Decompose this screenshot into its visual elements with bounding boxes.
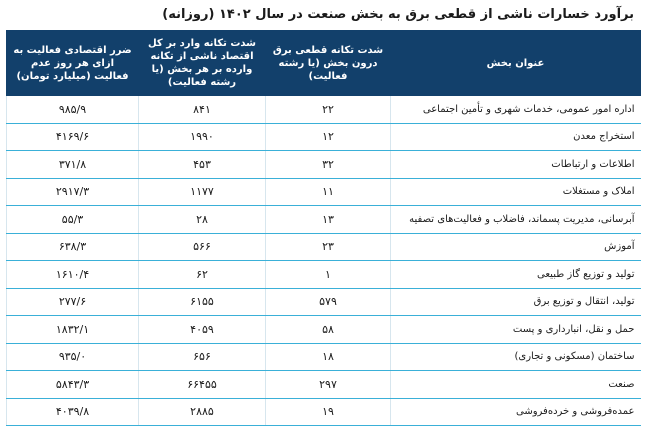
table-row [7, 398, 641, 426]
sector-name: تولید و توزیع گاز طبیعی [391, 261, 641, 289]
daily-loss-value: ۱۸۳۲/۱ [7, 316, 139, 344]
internal-shock-value: ۲۹۷ [266, 371, 391, 399]
sector-name: املاک و مستغلات [391, 178, 641, 206]
economy-shock-value: ۸۴۱ [139, 96, 266, 124]
sector-name: اداره امور عمومی، خدمات شهری و تأمین اجتماعی [391, 96, 641, 124]
header-sector: عنوان بخش [391, 31, 641, 96]
daily-loss-value: ۹۸۵/۹ [7, 96, 139, 124]
table-row [7, 371, 641, 399]
internal-shock-value: ۵۷۹ [266, 288, 391, 316]
table-row [7, 261, 641, 289]
table-row [7, 233, 641, 261]
internal-shock-value: ۱۲ [266, 123, 391, 151]
economy-shock-value: ۲۸۸۵ [139, 398, 266, 426]
table-title: برآورد خسارات ناشی از قطعی برق به بخش صنعت در سال ۱۴۰۲ (روزانه) [162, 7, 634, 22]
internal-shock-value: ۱۹ [266, 398, 391, 426]
sector-name: تولید، انتقال و توزیع برق [391, 288, 641, 316]
daily-loss-value: ۲۹۱۷/۳ [7, 178, 139, 206]
economy-shock-value: ۴۰۵۹ [139, 316, 266, 344]
economy-shock-value: ۲۸ [139, 206, 266, 234]
industry-loss-table [6, 30, 641, 426]
sector-name: ساختمان (مسکونی و تجاری) [391, 343, 641, 371]
internal-shock-value: ۲۲ [266, 96, 391, 124]
internal-shock-value: ۱۱ [266, 178, 391, 206]
table-row [7, 151, 641, 179]
table-row [7, 343, 641, 371]
table-row [7, 288, 641, 316]
internal-shock-value: ۱۸ [266, 343, 391, 371]
sector-name: اطلاعات و ارتباطات [391, 151, 641, 179]
daily-loss-value: ۳۷۱/۸ [7, 151, 139, 179]
sector-name: صنعت [391, 371, 641, 399]
economy-shock-value: ۶۵۶ [139, 343, 266, 371]
economy-shock-value: ۶۲ [139, 261, 266, 289]
economy-shock-value: ۱۱۷۷ [139, 178, 266, 206]
daily-loss-value: ۹۳۵/۰ [7, 343, 139, 371]
sector-name: حمل و نقل، انبارداری و پست [391, 316, 641, 344]
header-daily-loss: ضرر اقتصادی فعالیت به ازای هر روز عدم فعالیت (میلیارد تومان) [7, 31, 139, 96]
sector-name: استخراج معدن [391, 123, 641, 151]
internal-shock-value: ۵۸ [266, 316, 391, 344]
sector-name: آبرسانی، مدیریت پسماند، فاضلاب و فعالیت‌های تصفیه [391, 206, 641, 234]
sector-name: عمده‌فروشی و خرده‌فروشی [391, 398, 641, 426]
internal-shock-value: ۳۲ [266, 151, 391, 179]
daily-loss-value: ۴۰۳۹/۸ [7, 398, 139, 426]
daily-loss-value: ۲۷۷/۶ [7, 288, 139, 316]
daily-loss-value: ۶۳۸/۳ [7, 233, 139, 261]
internal-shock-value: ۱ [266, 261, 391, 289]
economy-shock-value: ۱۹۹۰ [139, 123, 266, 151]
header-economy-shock: شدت تکانه وارد بر کل اقتصاد ناشی از تکانه وارده بر هر بخش (یا رشته فعالیت) [139, 31, 266, 96]
economy-shock-value: ۶۶۴۵۵ [139, 371, 266, 399]
table-row [7, 96, 641, 124]
economy-shock-value: ۶۱۵۵ [139, 288, 266, 316]
header-internal-shock: شدت تکانه قطعی برق درون بخش (یا رشته فعالیت) [266, 31, 391, 96]
daily-loss-value: ۵۸۴۳/۳ [7, 371, 139, 399]
daily-loss-value: ۴۱۶۹/۶ [7, 123, 139, 151]
table-row [7, 206, 641, 234]
table-row [7, 316, 641, 344]
daily-loss-value: ۱۶۱۰/۴ [7, 261, 139, 289]
table-row [7, 178, 641, 206]
table-row [7, 123, 641, 151]
sector-name: آموزش [391, 233, 641, 261]
economy-shock-value: ۴۵۳ [139, 151, 266, 179]
internal-shock-value: ۲۳ [266, 233, 391, 261]
header-row [7, 31, 641, 96]
economy-shock-value: ۵۶۶ [139, 233, 266, 261]
internal-shock-value: ۱۳ [266, 206, 391, 234]
daily-loss-value: ۵۵/۳ [7, 206, 139, 234]
